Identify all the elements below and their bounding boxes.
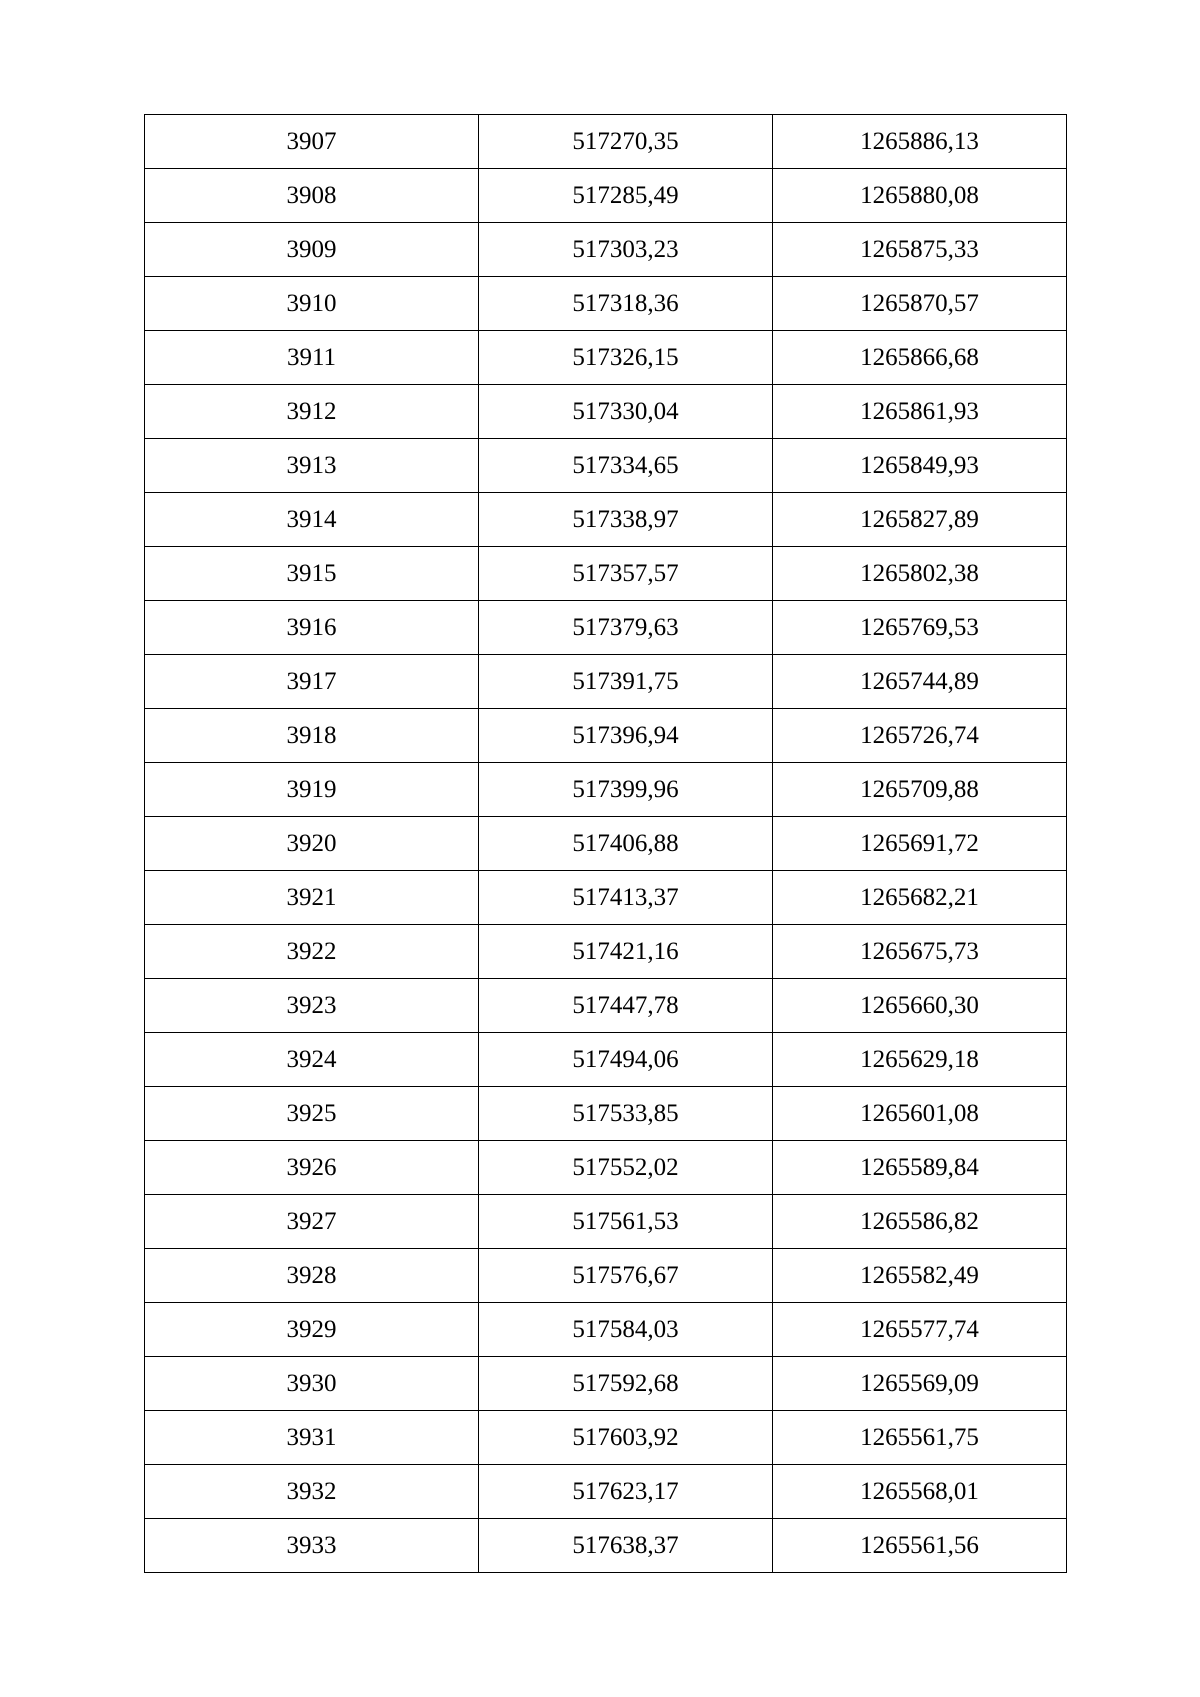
x-coordinate-cell: 517584,03 [479, 1303, 773, 1357]
table-row [145, 709, 1067, 763]
y-coordinate-cell: 1265561,56 [773, 1519, 1067, 1573]
table-row [145, 1249, 1067, 1303]
point-number-cell: 3913 [145, 439, 479, 493]
point-number-cell: 3921 [145, 871, 479, 925]
y-coordinate-cell: 1265582,49 [773, 1249, 1067, 1303]
table-row [145, 979, 1067, 1033]
point-number-cell: 3912 [145, 385, 479, 439]
y-coordinate-cell: 1265849,93 [773, 439, 1067, 493]
point-number-cell: 3918 [145, 709, 479, 763]
table-row [145, 331, 1067, 385]
y-coordinate-cell: 1265769,53 [773, 601, 1067, 655]
point-number-cell: 3915 [145, 547, 479, 601]
x-coordinate-cell: 517592,68 [479, 1357, 773, 1411]
table-row [145, 655, 1067, 709]
point-number-cell: 3910 [145, 277, 479, 331]
x-coordinate-cell: 517318,36 [479, 277, 773, 331]
x-coordinate-cell: 517533,85 [479, 1087, 773, 1141]
x-coordinate-cell: 517447,78 [479, 979, 773, 1033]
table-body [145, 115, 1067, 1573]
table-row [145, 385, 1067, 439]
point-number-cell: 3911 [145, 331, 479, 385]
y-coordinate-cell: 1265744,89 [773, 655, 1067, 709]
x-coordinate-cell: 517623,17 [479, 1465, 773, 1519]
table-row [145, 871, 1067, 925]
y-coordinate-cell: 1265827,89 [773, 493, 1067, 547]
point-number-cell: 3917 [145, 655, 479, 709]
y-coordinate-cell: 1265709,88 [773, 763, 1067, 817]
table-row [145, 1465, 1067, 1519]
x-coordinate-cell: 517379,63 [479, 601, 773, 655]
y-coordinate-cell: 1265675,73 [773, 925, 1067, 979]
y-coordinate-cell: 1265870,57 [773, 277, 1067, 331]
table-row [145, 547, 1067, 601]
x-coordinate-cell: 517326,15 [479, 331, 773, 385]
x-coordinate-cell: 517399,96 [479, 763, 773, 817]
table-row [145, 277, 1067, 331]
x-coordinate-cell: 517561,53 [479, 1195, 773, 1249]
x-coordinate-cell: 517413,37 [479, 871, 773, 925]
point-number-cell: 3929 [145, 1303, 479, 1357]
y-coordinate-cell: 1265726,74 [773, 709, 1067, 763]
point-number-cell: 3922 [145, 925, 479, 979]
y-coordinate-cell: 1265866,68 [773, 331, 1067, 385]
x-coordinate-cell: 517391,75 [479, 655, 773, 709]
point-number-cell: 3923 [145, 979, 479, 1033]
table-row [145, 817, 1067, 871]
point-number-cell: 3914 [145, 493, 479, 547]
table-row [145, 1519, 1067, 1573]
x-coordinate-cell: 517638,37 [479, 1519, 773, 1573]
point-number-cell: 3927 [145, 1195, 479, 1249]
y-coordinate-cell: 1265861,93 [773, 385, 1067, 439]
y-coordinate-cell: 1265880,08 [773, 169, 1067, 223]
point-number-cell: 3916 [145, 601, 479, 655]
x-coordinate-cell: 517338,97 [479, 493, 773, 547]
point-number-cell: 3924 [145, 1033, 479, 1087]
point-number-cell: 3930 [145, 1357, 479, 1411]
y-coordinate-cell: 1265569,09 [773, 1357, 1067, 1411]
x-coordinate-cell: 517396,94 [479, 709, 773, 763]
table-row [145, 169, 1067, 223]
x-coordinate-cell: 517334,65 [479, 439, 773, 493]
y-coordinate-cell: 1265886,13 [773, 115, 1067, 169]
x-coordinate-cell: 517406,88 [479, 817, 773, 871]
y-coordinate-cell: 1265629,18 [773, 1033, 1067, 1087]
x-coordinate-cell: 517494,06 [479, 1033, 773, 1087]
x-coordinate-cell: 517270,35 [479, 115, 773, 169]
y-coordinate-cell: 1265875,33 [773, 223, 1067, 277]
point-number-cell: 3933 [145, 1519, 479, 1573]
x-coordinate-cell: 517603,92 [479, 1411, 773, 1465]
point-number-cell: 3925 [145, 1087, 479, 1141]
y-coordinate-cell: 1265561,75 [773, 1411, 1067, 1465]
table-row [145, 1033, 1067, 1087]
table-row [145, 1195, 1067, 1249]
table-row [145, 1411, 1067, 1465]
coordinates-table [144, 114, 1067, 1573]
y-coordinate-cell: 1265660,30 [773, 979, 1067, 1033]
point-number-cell: 3908 [145, 169, 479, 223]
point-number-cell: 3931 [145, 1411, 479, 1465]
x-coordinate-cell: 517330,04 [479, 385, 773, 439]
table-row [145, 1357, 1067, 1411]
point-number-cell: 3909 [145, 223, 479, 277]
y-coordinate-cell: 1265802,38 [773, 547, 1067, 601]
table-row [145, 115, 1067, 169]
table-row [145, 223, 1067, 277]
y-coordinate-cell: 1265601,08 [773, 1087, 1067, 1141]
x-coordinate-cell: 517357,57 [479, 547, 773, 601]
y-coordinate-cell: 1265589,84 [773, 1141, 1067, 1195]
x-coordinate-cell: 517303,23 [479, 223, 773, 277]
table-row [145, 763, 1067, 817]
point-number-cell: 3920 [145, 817, 479, 871]
table-row [145, 925, 1067, 979]
y-coordinate-cell: 1265586,82 [773, 1195, 1067, 1249]
x-coordinate-cell: 517285,49 [479, 169, 773, 223]
y-coordinate-cell: 1265568,01 [773, 1465, 1067, 1519]
table-row [145, 1303, 1067, 1357]
y-coordinate-cell: 1265691,72 [773, 817, 1067, 871]
point-number-cell: 3926 [145, 1141, 479, 1195]
point-number-cell: 3928 [145, 1249, 479, 1303]
point-number-cell: 3907 [145, 115, 479, 169]
table-row [145, 601, 1067, 655]
y-coordinate-cell: 1265682,21 [773, 871, 1067, 925]
y-coordinate-cell: 1265577,74 [773, 1303, 1067, 1357]
point-number-cell: 3932 [145, 1465, 479, 1519]
point-number-cell: 3919 [145, 763, 479, 817]
table-row [145, 493, 1067, 547]
x-coordinate-cell: 517576,67 [479, 1249, 773, 1303]
x-coordinate-cell: 517421,16 [479, 925, 773, 979]
x-coordinate-cell: 517552,02 [479, 1141, 773, 1195]
table-row [145, 1141, 1067, 1195]
table-row [145, 439, 1067, 493]
table-row [145, 1087, 1067, 1141]
